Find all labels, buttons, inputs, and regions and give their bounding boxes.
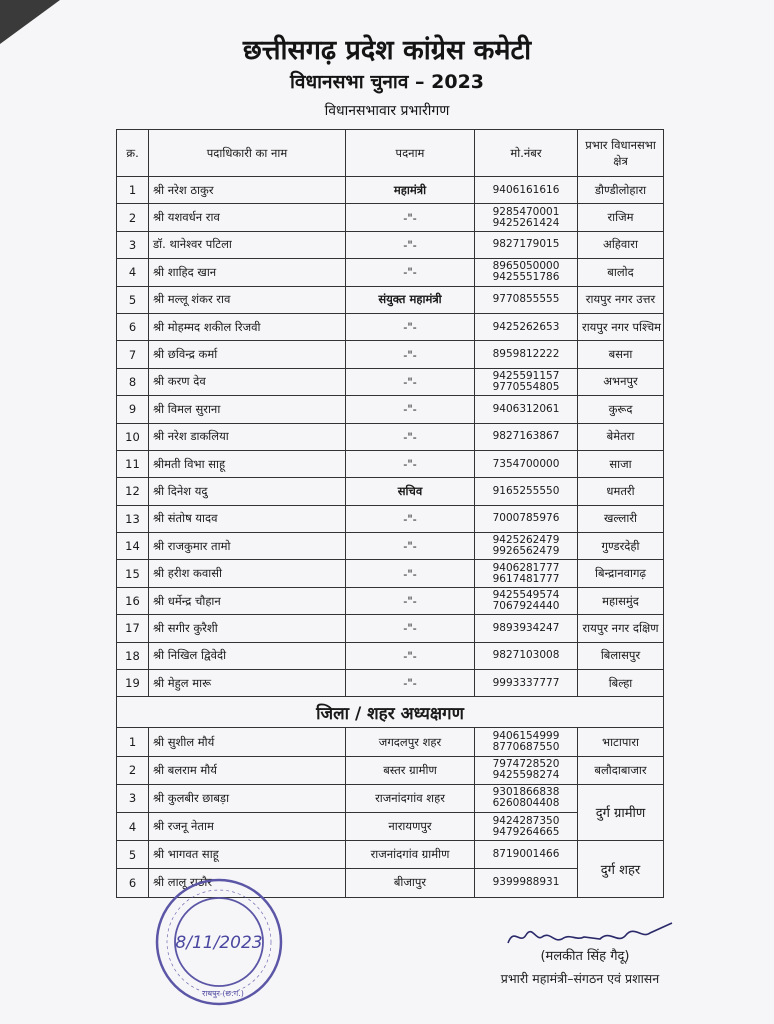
cell-name: श्री मोहम्मद शकील रिजवी [149, 313, 346, 340]
incharge-table [116, 129, 664, 898]
table-row [117, 642, 664, 669]
cell-mobile: 9165255550 [475, 478, 578, 505]
cell-designation: -"- [346, 587, 475, 614]
cell-assembly: बसना [578, 341, 664, 368]
table-row [117, 341, 664, 368]
cell-name: श्री रजनू नेताम [149, 812, 346, 840]
cell-name: श्री शाहिद खान [149, 259, 346, 286]
cell-serial: 17 [117, 615, 149, 642]
cell-designation: -"- [346, 204, 475, 231]
table-row [117, 505, 664, 532]
cell-mobile: 9425262653 [475, 313, 578, 340]
cell-serial: 6 [117, 869, 149, 897]
cell-name: श्री राजकुमार तामो [149, 533, 346, 560]
cell-serial: 9 [117, 396, 149, 423]
cell-name: श्री छविन्द्र कर्मा [149, 341, 346, 368]
cell-assembly: महासमुंद [578, 587, 664, 614]
table-row [117, 368, 664, 395]
cell-designation: -"- [346, 560, 475, 587]
cell-mobile: 8719001466 [475, 841, 578, 869]
cell-name: श्री नरेश डाकलिया [149, 423, 346, 450]
cell-mobile: 9399988931 [475, 869, 578, 897]
header-name: पदाधिकारी का नाम [149, 130, 346, 177]
cell-serial: 10 [117, 423, 149, 450]
cell-assembly: बेमेतरा [578, 423, 664, 450]
section-heading: विधानसभावार प्रभारीगण [324, 103, 450, 119]
cell-name: श्री भागवत साहू [149, 841, 346, 869]
table-row [117, 396, 664, 423]
cell-assembly: भाटापारा [578, 728, 664, 756]
district-section [117, 697, 664, 728]
cell-assembly: रायपुर नगर उत्तर [578, 286, 664, 313]
cell-serial: 3 [117, 784, 149, 812]
cell-assembly: साजा [578, 450, 664, 477]
table-row [117, 841, 664, 869]
cell-designation: -"- [346, 423, 475, 450]
office-stamp [153, 876, 285, 1008]
cell-mobile: 9827163867 [475, 423, 578, 450]
cell-assembly: कुरूद [578, 396, 664, 423]
cell-assembly: बिलासपुर [578, 642, 664, 669]
section-row [117, 697, 664, 728]
cell-name: श्री लालू राठौर [149, 869, 346, 897]
cell-name: श्रीमती विभा साहू [149, 450, 346, 477]
cell-serial: 8 [117, 368, 149, 395]
cell-district: बीजापुर [346, 869, 475, 897]
cell-mobile: 9893934247 [475, 615, 578, 642]
cell-mobile: 9425549574 7067924440 [475, 587, 578, 614]
cell-district: नारायणपुर [346, 812, 475, 840]
table-row [117, 177, 664, 204]
cell-mobile: 9406154999 8770687550 [475, 728, 578, 756]
cell-name: श्री यशवर्धन राव [149, 204, 346, 231]
table-row [117, 231, 664, 258]
cell-name: श्री मल्लू शंकर राव [149, 286, 346, 313]
cell-designation: -"- [346, 259, 475, 286]
cell-designation: -"- [346, 642, 475, 669]
table-row [117, 478, 664, 505]
cell-assembly: धमतरी [578, 478, 664, 505]
cell-assembly: दुर्ग शहर [578, 841, 664, 897]
cell-name: श्री विमल सुराना [149, 396, 346, 423]
table-row [117, 587, 664, 614]
cell-serial: 2 [117, 756, 149, 784]
cell-mobile: 9424287350 9479264665 [475, 812, 578, 840]
table-header-row [117, 130, 664, 177]
cell-mobile: 9406281777 9617481777 [475, 560, 578, 587]
table-row [117, 728, 664, 756]
cell-district: जगदलपुर शहर [346, 728, 475, 756]
cell-serial: 7 [117, 341, 149, 368]
cell-serial: 16 [117, 587, 149, 614]
cell-designation: -"- [346, 231, 475, 258]
table-row [117, 286, 664, 313]
cell-serial: 4 [117, 259, 149, 286]
cell-designation: -"- [346, 670, 475, 697]
cell-name: श्री बलराम मौर्य [149, 756, 346, 784]
document-title: छत्तीसगढ़ प्रदेश कांग्रेस कमेटी [242, 35, 532, 66]
cell-district: राजनांदगांव ग्रामीण [346, 841, 475, 869]
cell-name: श्री निखिल द्विवेदी [149, 642, 346, 669]
cell-mobile: 7000785976 [475, 505, 578, 532]
table-row [117, 560, 664, 587]
cell-assembly: अहिवारा [578, 231, 664, 258]
document-subtitle: विधानसभा चुनाव – 2023 [289, 71, 485, 93]
cell-designation: -"- [346, 450, 475, 477]
cell-serial: 19 [117, 670, 149, 697]
header-mobile: मो.नंबर [475, 130, 578, 177]
signatory-name: (मलकीत सिंह गैदू) [540, 949, 630, 964]
cell-serial: 18 [117, 642, 149, 669]
cell-assembly: बालोद [578, 259, 664, 286]
cell-assembly: दुर्ग ग्रामीण [578, 784, 664, 840]
cell-designation: महामंत्री [346, 177, 475, 204]
cell-name: श्री सुशील मौर्य [149, 728, 346, 756]
cell-mobile: 7354700000 [475, 450, 578, 477]
cell-name: श्री मेहुल मारू [149, 670, 346, 697]
cell-mobile: 9425262479 9926562479 [475, 533, 578, 560]
cell-mobile: 8959812222 [475, 341, 578, 368]
header-assembly: प्रभार विधानसभा क्षेत्र [578, 130, 664, 177]
cell-mobile: 7974728520 9425598274 [475, 756, 578, 784]
cell-serial: 1 [117, 177, 149, 204]
cell-name: श्री सगीर कुरैशी [149, 615, 346, 642]
cell-mobile: 9827103008 [475, 642, 578, 669]
cell-name: डॉ. थानेश्वर पटिला [149, 231, 346, 258]
district-section-title: जिला / शहर अध्यक्षगण [117, 697, 664, 728]
table-row [117, 204, 664, 231]
cell-assembly: डौण्डीलोहारा [578, 177, 664, 204]
cell-serial: 15 [117, 560, 149, 587]
header-serial: क्र. [117, 130, 149, 177]
cell-designation: -"- [346, 341, 475, 368]
cell-name: श्री करण देव [149, 368, 346, 395]
cell-name: श्री संतोष यादव [149, 505, 346, 532]
cell-serial: 14 [117, 533, 149, 560]
cell-mobile: 9425591157 9770554805 [475, 368, 578, 395]
cell-name: श्री नरेश ठाकुर [149, 177, 346, 204]
cell-assembly: गुण्डरदेही [578, 533, 664, 560]
cell-designation: -"- [346, 505, 475, 532]
cell-district: बस्तर ग्रामीण [346, 756, 475, 784]
cell-mobile: 9285470001 9425261424 [475, 204, 578, 231]
table-row [117, 450, 664, 477]
cell-assembly: रायपुर नगर दक्षिण [578, 615, 664, 642]
table-row [117, 533, 664, 560]
cell-serial: 1 [117, 728, 149, 756]
stamp-city: रायपुर (छ.ग.) [202, 989, 244, 998]
cell-designation: सचिव [346, 478, 475, 505]
table-row [117, 784, 664, 812]
district-rows [117, 728, 664, 897]
cell-assembly: खल्लारी [578, 505, 664, 532]
cell-serial: 3 [117, 231, 149, 258]
table-row [117, 615, 664, 642]
cell-serial: 4 [117, 812, 149, 840]
table-row [117, 259, 664, 286]
cell-designation: संयुक्त महामंत्री [346, 286, 475, 313]
table-row [117, 423, 664, 450]
cell-name: श्री हरीश कवासी [149, 560, 346, 587]
cell-mobile: 9770855555 [475, 286, 578, 313]
table-row [117, 670, 664, 697]
cell-assembly: अभनपुर [578, 368, 664, 395]
cell-assembly: रायपुर नगर पश्चिम [578, 313, 664, 340]
cell-serial: 6 [117, 313, 149, 340]
cell-name: श्री कुलबीर छाबड़ा [149, 784, 346, 812]
cell-serial: 12 [117, 478, 149, 505]
cell-assembly: बिन्द्रानवागढ़ [578, 560, 664, 587]
cell-serial: 13 [117, 505, 149, 532]
cell-mobile: 9827179015 [475, 231, 578, 258]
cell-designation: -"- [346, 533, 475, 560]
cell-serial: 5 [117, 841, 149, 869]
cell-mobile: 9301866838 6260804408 [475, 784, 578, 812]
table-row [117, 313, 664, 340]
signatory-designation: प्रभारी महामंत्री–संगठन एवं प्रशासन [500, 971, 660, 986]
cell-name: श्री दिनेश यदु [149, 478, 346, 505]
cell-district: राजनांदगांव शहर [346, 784, 475, 812]
cell-mobile: 8965050000 9425551786 [475, 259, 578, 286]
cell-assembly: बलौदाबाजार [578, 756, 664, 784]
cell-designation: -"- [346, 368, 475, 395]
cell-assembly: बिल्हा [578, 670, 664, 697]
cell-mobile: 9993337777 [475, 670, 578, 697]
cell-serial: 5 [117, 286, 149, 313]
cell-serial: 2 [117, 204, 149, 231]
cell-designation: -"- [346, 396, 475, 423]
stamp-date: 8/11/2023 [175, 933, 263, 953]
cell-mobile: 9406161616 [475, 177, 578, 204]
cell-mobile: 9406312061 [475, 396, 578, 423]
table-row [117, 756, 664, 784]
cell-name: श्री धर्मेन्द्र चौहान [149, 587, 346, 614]
header-designation: पदनाम [346, 130, 475, 177]
incharge-rows [117, 177, 664, 697]
cell-designation: -"- [346, 615, 475, 642]
cell-assembly: राजिम [578, 204, 664, 231]
cell-designation: -"- [346, 313, 475, 340]
cell-serial: 11 [117, 450, 149, 477]
